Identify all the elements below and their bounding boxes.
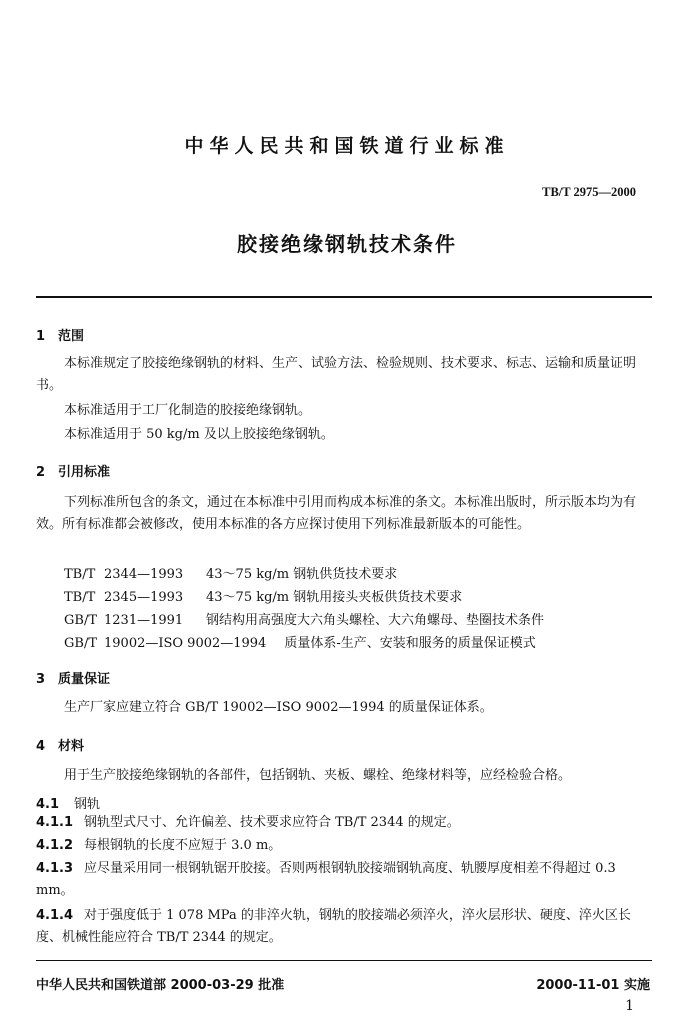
section-1-heading [36, 325, 84, 344]
section-4-heading [36, 735, 84, 754]
section-title: 范围 [58, 329, 85, 344]
clause-number: 4.1.4 [36, 908, 74, 923]
section-2-intro: 下列标准所包含的条文，通过在本标准中引用而构成本标准的条文。本标准出版时，所示版本均为有效。所有标准都会被修改，使用本标准的各方应探讨使用下列标准最新版本的可能性。 [36, 495, 637, 532]
reference-type: GB/T [64, 613, 97, 628]
clause-number: 4.1.2 [36, 838, 74, 853]
section-title: 引用标准 [58, 465, 111, 480]
section-number: 2 [36, 465, 46, 480]
section-number: 1 [36, 329, 46, 344]
effective-date: 2000-11-01 实施 [536, 978, 650, 993]
document-title: 胶接绝缘钢轨技术条件 [237, 232, 457, 256]
section-number: 4 [36, 739, 46, 754]
reference-title: 43～75 kg/m 钢轨供货技术要求 [206, 567, 398, 582]
section-1-paragraph-3: 本标准适用于 50 kg/m 及以上胶接绝缘钢轨。 [64, 427, 334, 442]
section-number: 3 [36, 672, 46, 687]
reference-number: 2344—1993 [104, 567, 184, 582]
clause-text: 钢轨型式尺寸、允许偏差、技术要求应符合 TB/T 2344 的规定。 [84, 815, 460, 830]
section-4-intro: 用于生产胶接绝缘钢轨的各部件，包括钢轨、夹板、螺栓、绝缘材料等，应经检验合格。 [64, 768, 572, 783]
subsection-number: 4.1 [36, 797, 60, 812]
section-3-heading [36, 668, 110, 687]
reference-title: 钢结构用高强度大六角头螺栓、大六角螺母、垫圈技术条件 [206, 613, 545, 628]
clause-4-1-4 [36, 905, 652, 949]
subsection-4-1-heading [36, 793, 100, 812]
reference-title: 质量体系-生产、安装和服务的质量保证模式 [284, 636, 536, 651]
reference-number: 2345—1993 [104, 590, 184, 605]
page-number: 1 [625, 998, 634, 1014]
clause-number: 4.1.1 [36, 815, 74, 830]
clause-number: 4.1.3 [36, 861, 74, 876]
clause-4-1-2 [36, 835, 652, 857]
subsection-title: 钢轨 [74, 797, 101, 812]
clause-text: 对于强度低于 1 078 MPa 的非淬火轨，钢轨的胶接端必须淬火，淬火层形状、硬度、淬火区长度、机械性能应符合 TB/T 2344 的规定。 [36, 908, 631, 945]
standard-code: TB/T 2975—2000 [542, 185, 636, 199]
clause-4-1-3 [36, 858, 652, 902]
clause-4-1-1 [36, 812, 652, 834]
reference-number: 19002—ISO 9002—1994 [104, 636, 267, 651]
section-title: 质量保证 [58, 672, 111, 687]
reference-type: TB/T [64, 590, 96, 605]
reference-type: GB/T [64, 636, 97, 651]
reference-item [64, 609, 544, 628]
section-title: 材料 [58, 739, 85, 754]
header-rule [36, 296, 652, 298]
footer-rule [36, 960, 652, 961]
reference-number: 1231—1991 [104, 613, 184, 628]
section-1-paragraph-2: 本标准适用于工厂化制造的胶接绝缘钢轨。 [64, 403, 312, 418]
approval-line: 中华人民共和国铁道部 2000-03-29 批准 [36, 978, 285, 993]
reference-item [64, 563, 397, 582]
reference-type: TB/T [64, 567, 96, 582]
reference-item [64, 632, 536, 651]
issuing-organization: 中华人民共和国铁道行业标准 [184, 135, 510, 157]
section-3-paragraph: 生产厂家应建立符合 GB/T 19002—ISO 9002—1994 的质量保证体系。 [64, 700, 493, 715]
clause-text: 应尽量采用同一根钢轨锯开胶接。否则两根钢轨胶接端钢轨高度、轨腰厚度相差不得超过 0.3 mm。 [36, 861, 616, 898]
reference-title: 43～75 kg/m 钢轨用接头夹板供货技术要求 [206, 590, 463, 605]
section-1-paragraph-1: 本标准规定了胶接绝缘钢轨的材料、生产、试验方法、检验规则、技术要求、标志、运输和质量证明书。 [36, 356, 637, 393]
section-2-heading [36, 461, 110, 480]
reference-item [64, 586, 462, 605]
clause-text: 每根钢轨的长度不应短于 3.0 m。 [84, 838, 282, 853]
